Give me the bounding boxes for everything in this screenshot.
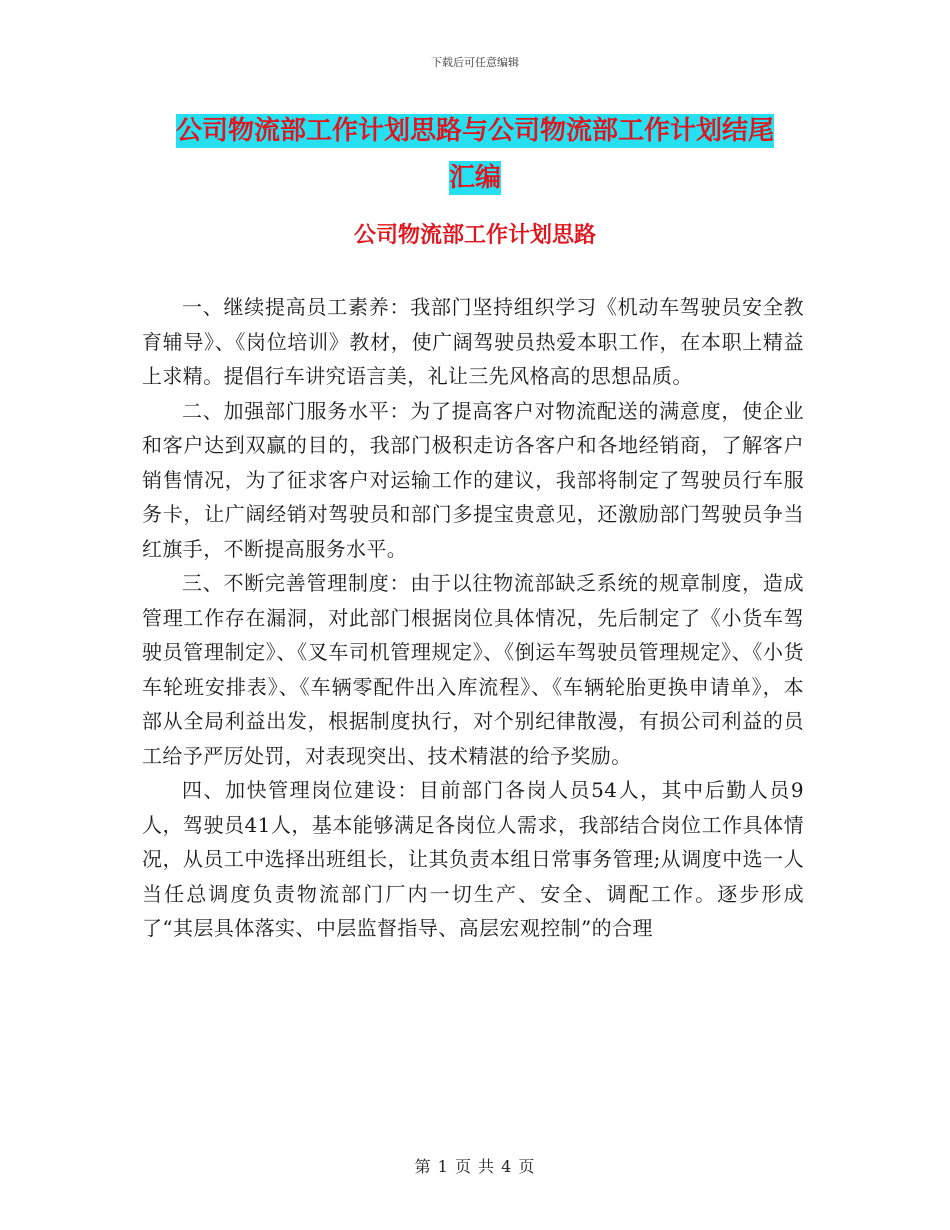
document-title-line1: 公司物流部工作计划思路与公司物流部工作计划结尾 <box>175 116 774 146</box>
header-note: 下载后可任意编辑 <box>431 56 519 69</box>
document-body <box>142 290 804 946</box>
document-title-line2: 汇编 <box>448 163 501 193</box>
paragraph-4: 四、加快管理岗位建设：目前部门各岗人员54人，其中后勤人员9人，驾驶员41人，基本能够满足各岗位人需求，我部结合岗位工作具体情况，从员工中选择出班组长，让其负责本组日常事务管理;从调度中选一人当任总调度负责物流部门厂内一切生产、安全、调配工作。逐步形成了“其层具体落实、中层监督指导、高层宏观控制”的合理 <box>142 778 804 940</box>
document-title <box>140 108 810 202</box>
paragraph-3: 三、不断完善管理制度：由于以往物流部缺乏系统的规章制度，造成管理工作存在漏洞，对此部门根据岗位具体情况，先后制定了《小货车驾驶员管理制定》、《叉车司机管理规定》、《倒运车驾驶员管理规定》、《小货车轮班安排表》、《车辆零配件出入库流程》、《车辆轮胎更换申请单》，本部从全局利益出发，根据制度执行，对个别纪律散漫，有损公司利益的员工给予严厉处罚，对表现突出、技术精湛的给予奖励。 <box>142 571 804 768</box>
paragraph-2: 二、加强部门服务水平：为了提高客户对物流配送的满意度，使企业和客户达到双赢的目的，我部门极积走访各客户和各地经销商，了解客户销售情况，为了征求客户对运输工作的建议，我部将制定了驾驶员行车服务卡，让广阔经销对驾驶员和部门多提宝贵意见，还激励部门驾驶员争当红旗手，不断提高服务水平。 <box>142 398 804 561</box>
paragraph-1: 一、继续提高员工素养：我部门坚持组织学习《机动车驾驶员安全教育辅导》、《岗位培训》教材，使广阔驾驶员热爱本职工作，在本职上精益上求精。提倡行车讲究语言美，礼让三先风格高的思想品质。 <box>142 295 804 388</box>
page-number: 第 1 页 共 4 页 <box>414 1157 536 1176</box>
section-title: 公司物流部工作计划思路 <box>353 223 596 248</box>
